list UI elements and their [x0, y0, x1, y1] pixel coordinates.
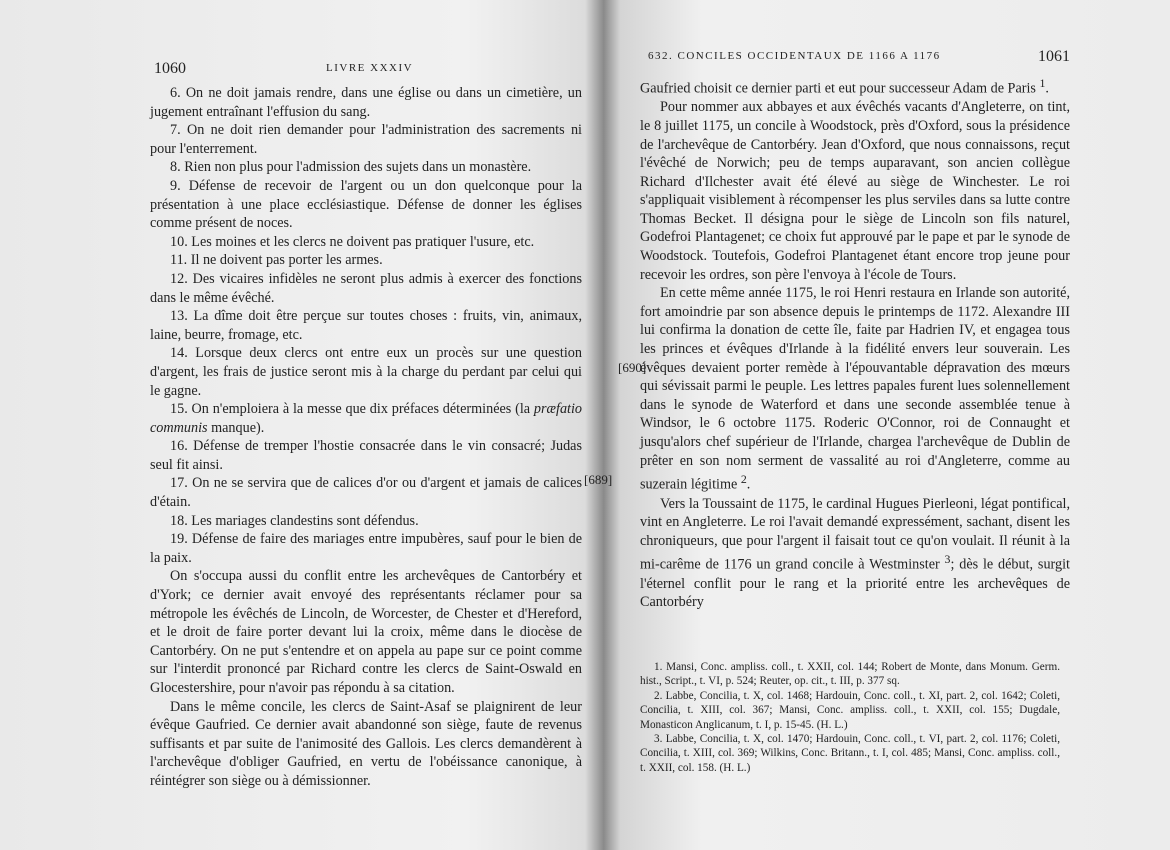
right-head-title: 632. CONCILES OCCIDENTAUX DE 1166 A 1176	[648, 50, 941, 62]
paragraph: Pour nommer aux abbayes et aux évêchés vacants d'Angleterre, on tint, le 8 juillet 1175, un concile à Woodstock, près d'Oxford, sous la présidence de l'archevêque de Cantorbéry. Jean d'Oxford, que nous connaissons, reçut l'évêché de Norwich; peu de temps auparavant, son ancien collègue Richard d'Ilchester avait été élevé au siège de Winchester. Le roi s'appliquait visiblement à récompenser les plus serviles dans sa lutte contre Thomas Becket. Il désigna pour le siège de Lincoln son fils naturel, Godefroi Plantagenet; ce choix fut approuvé par le pape et par le synode de Woodstock. Toutefois, Godefroi Plantagenet étant encore trop jeune pour recevoir les ordres, son père l'envoya à l'école de Tours.	[640, 99, 1070, 283]
right-running-head	[640, 40, 1070, 74]
left-folio: 1060	[154, 60, 186, 77]
paragraph-text: .	[746, 476, 751, 493]
paragraph-text: Vers la Toussaint de 1175, le cardinal Hugues Pierleoni, légat pontifical, vint en Angleterre. Le roi l'avait demandé expressément, sachant, disent les chroniqueurs, que pour l'argent il faisait tout ce qu'on voulait. Il réunit à la mi-carême de 1176 un grand concile à Westminster	[640, 495, 1070, 574]
paragraph	[640, 495, 1070, 612]
footnote: 3. Labbe, Concilia, t. X, col. 1470; Hardouin, Conc. coll., t. VI, part. 2, col. 1176; Coleti, Concilia, t. XIII, col. 369; Wilkins, Conc. Britann., t. I, col. 485; Mansi, Conc. ampliss. coll., t. XXII, col. 158. (H. L.)	[640, 733, 1060, 774]
canon-item: 8. Rien non plus pour l'admission des sujets dans un monastère.	[170, 159, 532, 176]
canon-item: 13. La dîme doit être perçue sur toutes choses : fruits, vin, animaux, laine, beurre, fromage, etc.	[150, 308, 582, 343]
canon-item-15-text: 15. On n'emploiera à la messe que dix préfaces déterminées	[170, 401, 512, 418]
left-body	[150, 84, 582, 791]
right-body	[640, 74, 1070, 612]
canon-item: 6. On ne doit jamais rendre, dans une église ou dans un cimetière, un jugement entraînant l'effusion du sang.	[150, 85, 582, 120]
paragraph	[640, 284, 1070, 494]
canon-item-15	[150, 400, 582, 437]
canon-item: 17. On ne se servira que de calices d'or ou d'argent et jamais de calices d'étain.	[150, 475, 582, 511]
canon-item: 11. Il ne doivent pas porter les armes.	[170, 252, 383, 269]
canon-item: 14. Lorsque deux clercs ont entre eux un procès sur une question d'argent, les frais de justice seront mis à la charge du perdant par celui qui le gagne.	[150, 345, 582, 399]
right-folio: 1061	[1038, 48, 1070, 65]
canon-item: 7. On ne doit rien demander pour l'administration des sacrements ni pour l'enterrement.	[150, 122, 582, 157]
paragraph	[640, 74, 1070, 98]
canon-item: 18. Les mariages clandestins sont défendus.	[170, 512, 419, 529]
margin-page-marker: [689]	[584, 472, 613, 487]
footnote: 2. Labbe, Concilia, t. X, col. 1468; Hardouin, Conc. coll., t. XI, part. 2, col. 1642; Coleti, Concilia, t. XIII, col. 367; Mansi, Conc. ampliss. coll., t. XXII, col. 155; Dugdale, Monasticon Anglicanum, t. I, p. 15-45. (H. L.)	[640, 689, 1060, 731]
canon-item: 9. Défense de recevoir de l'argent ou un don quelconque pour la présentation à une place ecclésiastique. Défense de donner les églises comme présent de noces.	[150, 177, 582, 232]
paragraph-text: .	[1045, 80, 1049, 97]
footnote: 1. Mansi, Conc. ampliss. coll., t. XXII, col. 144; Robert de Monte, dans Monum. Germ. hist., Script., t. VI, p. 524; Reuter, op. cit., t. III, p. 377 sq.	[640, 661, 1060, 688]
footnote-ref: 1	[1039, 76, 1046, 90]
paragraph-text: ; dès le début, surgit l'éternel conflit pour le rang et la priorité entre les archevêques de Cantorbéry	[640, 557, 1070, 611]
margin-page-marker: [690]	[618, 360, 647, 375]
canon-item: 12. Des vicaires infidèles ne seront plus admis à exercer des fonctions dans le même évêché.	[150, 270, 582, 306]
paragraph-text: Gaufried choisit ce dernier parti et eut pour successeur Adam de Paris	[640, 80, 1040, 97]
footnotes	[640, 660, 1060, 775]
paragraph-text: En cette même année 1175, le roi Henri restaura en Irlande son autorité, fort amoindrie par son absence depuis le printemps de 1172. Alexandre III lui confirma la donation de cette île, faite par Hadrien IV, et engagea tous les princes et évêques d'Irlande à la fidélité envers leur souverain. Les évêques devaient porter remède à l'épouvantable dépravation des mœurs qui sévissait parmi le peuple. Les lettres papales furent lues solennellement dans le synode de Waterford et dans une seconde assemblée tenue à Windsor, le 6 octobre 1175. Roderic O'Connor, roi de Connaught et jusqu'alors chef supérieur de l'Irlande, chargea l'archevêque de Dublin de prêter en son nom serment de vassalité au roi d'Angleterre, comme au suzerain légitime	[640, 285, 1070, 493]
paren-close: manque).	[207, 419, 265, 436]
paragraph: Dans le même concile, les clercs de Saint-Asaf se plaignirent de leur évêque Gaufried. Ce dernier avait abandonné son siège, faute de revenus suffisants et par suite de l'animosité des Gallois. Les clercs demandèrent à l'archevêque d'obliger Gaufried, en vertu de l'obéissance canonique, à réintégrer son siège ou à démissionner.	[150, 698, 582, 789]
italic-term: præfatio communis	[150, 401, 583, 436]
footnote-ref: 2	[740, 472, 747, 487]
canon-item: 16. Défense de tremper l'hostie consacrée dans le vin consacré; Judas seul fit ainsi.	[150, 438, 582, 473]
left-head-title: LIVRE XXXIV	[326, 62, 414, 74]
canon-item: 10. Les moines et les clercs ne doivent pas pratiquer l'usure, etc.	[170, 233, 535, 250]
footnote-ref: 3	[944, 552, 951, 567]
left-page	[150, 0, 582, 791]
paren-open: (la	[515, 401, 534, 418]
right-page	[640, 0, 1070, 612]
canon-item: 19. Défense de faire des mariages entre impubères, sauf pour le bien de la paix.	[150, 531, 582, 566]
left-running-head	[150, 50, 582, 84]
paragraph: On s'occupa aussi du conflit entre les archevêques de Cantorbéry et d'York; ce dernier avait envoyé des représentants réclamer pour sa métropole les évêchés de Lincoln, de Worcester, de Chester et d'Hereford, et le droit de faire porter devant lui la croix, même dans le diocèse de Cantorbéry. On ne put s'entendre et on appela au pape sur ce point comme sur l'interdit prononcé par Richard contre les clercs de Saint-Oswald en Glocestershire, pour n'avoir pas répondu à sa citation.	[150, 568, 582, 696]
